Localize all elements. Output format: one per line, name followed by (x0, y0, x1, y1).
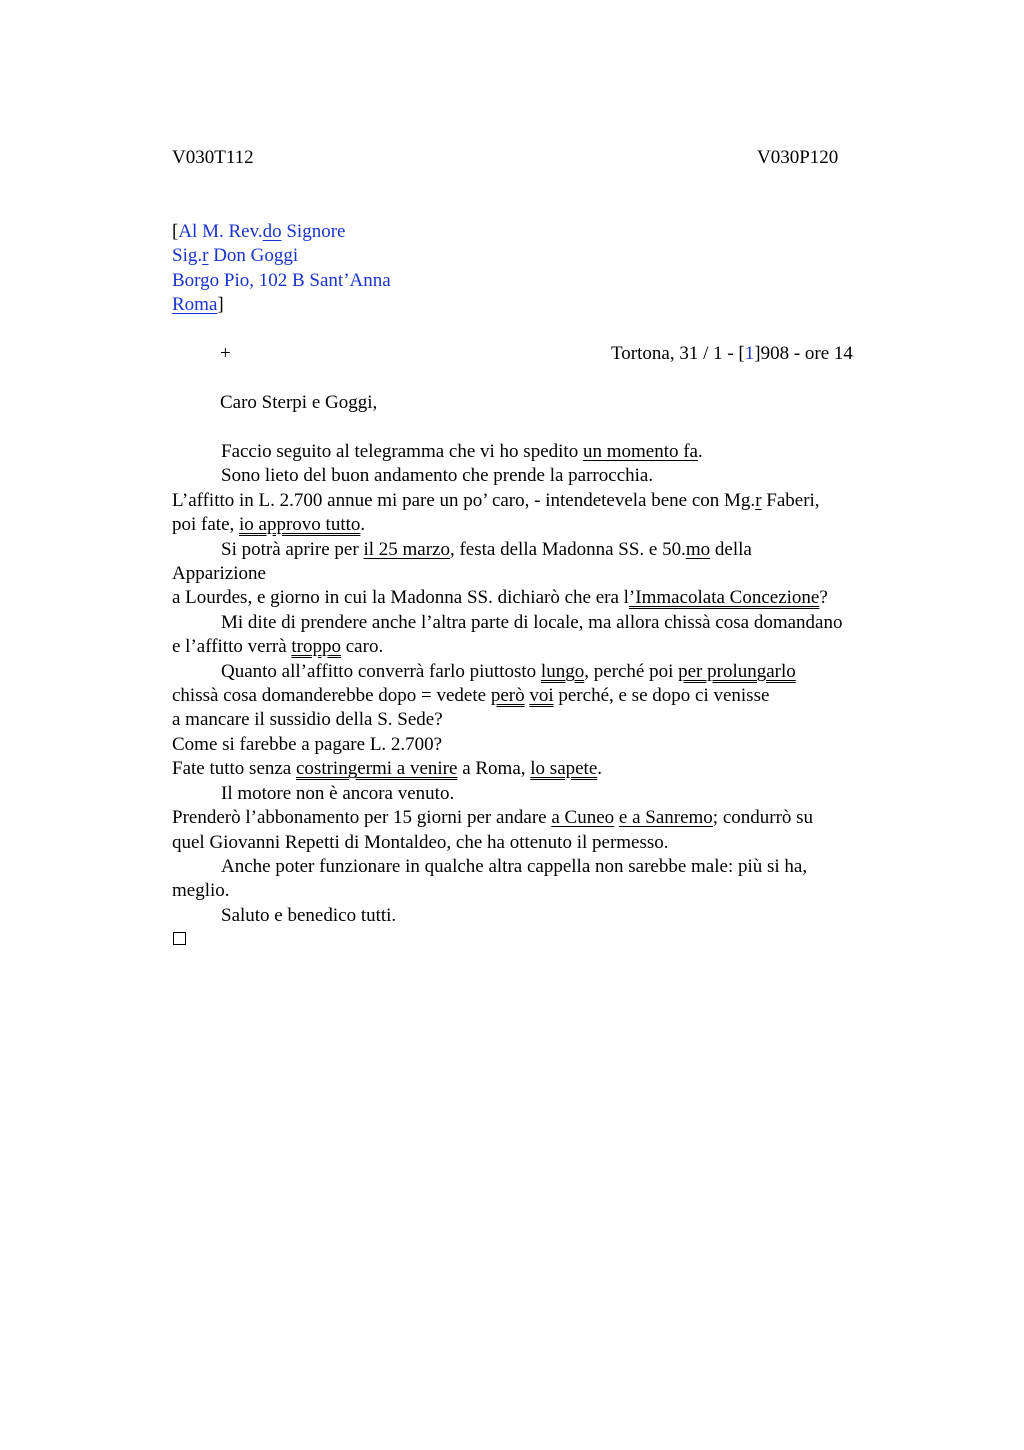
body-line: Faccio seguito al telegramma che vi ho spedito un momento fa. (221, 441, 703, 462)
place-date: Tortona, 31 / 1 - [1]908 - ore 14 (611, 343, 853, 364)
body-line: meglio. (172, 880, 230, 902)
body-line: L’affitto in L. 2.700 annue mi pare un po’ caro, - intendetevela bene con Mg.r Faberi, (172, 489, 820, 511)
body-line: poi fate, io approvo tutto. (172, 514, 366, 536)
address-line-1: [Al M. Rev.do Signore (172, 221, 346, 242)
body-line: Apparizione (172, 563, 266, 585)
body-line: a Lourdes, e giorno in cui la Madonna SS. dichiarò che era l’Immacolata Concezione? (172, 587, 828, 609)
body-line: Saluto e benedico tutti. (221, 904, 397, 926)
body-line: Anche poter funzionare in qualche altra cappella non sarebbe male: più si ha, (221, 855, 808, 877)
body-line: chissà cosa domanderebbe dopo = vedete però voi perché, e se dopo ci venisse (172, 685, 770, 707)
body-line: Il motore non è ancora venuto. (221, 782, 455, 804)
address-line-4: Roma] (172, 294, 224, 316)
body-line: quel Giovanni Repetti di Montaldeo, che ha ottenuto il permesso. (172, 831, 669, 853)
body-line: e l’affitto verrà troppo caro. (172, 636, 384, 658)
cross-sign: + (220, 343, 231, 364)
letter-body (172, 440, 912, 928)
body-line: Prenderò l’abbonamento per 15 giorni per andare a Cuneo e a Sanremo; condurrò su (172, 807, 814, 829)
body-line: Come si farebbe a pagare L. 2.700? (172, 733, 443, 755)
body-line: a mancare il sussidio della S. Sede? (172, 709, 443, 731)
body-line: Mi dite di prendere anche l’altra parte di locale, ma allora chissà cosa domandano (221, 611, 843, 633)
address-line-3: Borgo Pio, 102 B Sant’Anna (172, 269, 391, 291)
body-line: Sono lieto del buon andamento che prende la parrocchia. (221, 465, 654, 487)
salutation: Caro Sterpi e Goggi, (220, 392, 378, 413)
body-line: Quanto all’affitto converrà farlo piuttosto lungo, perché poi per prolungarlo (221, 660, 796, 682)
archive-code-right: V030P120 (757, 147, 839, 168)
end-square-icon (173, 932, 186, 945)
address-block (172, 220, 391, 318)
body-line: Si potrà aprire per il 25 marzo, festa della Madonna SS. e 50.mo della (221, 538, 752, 560)
address-line-2: Sig.r Don Goggi (172, 245, 299, 267)
body-line: Fate tutto senza costringermi a venire a Roma, lo sapete. (172, 758, 603, 780)
archive-code-left: V030T112 (172, 147, 254, 168)
